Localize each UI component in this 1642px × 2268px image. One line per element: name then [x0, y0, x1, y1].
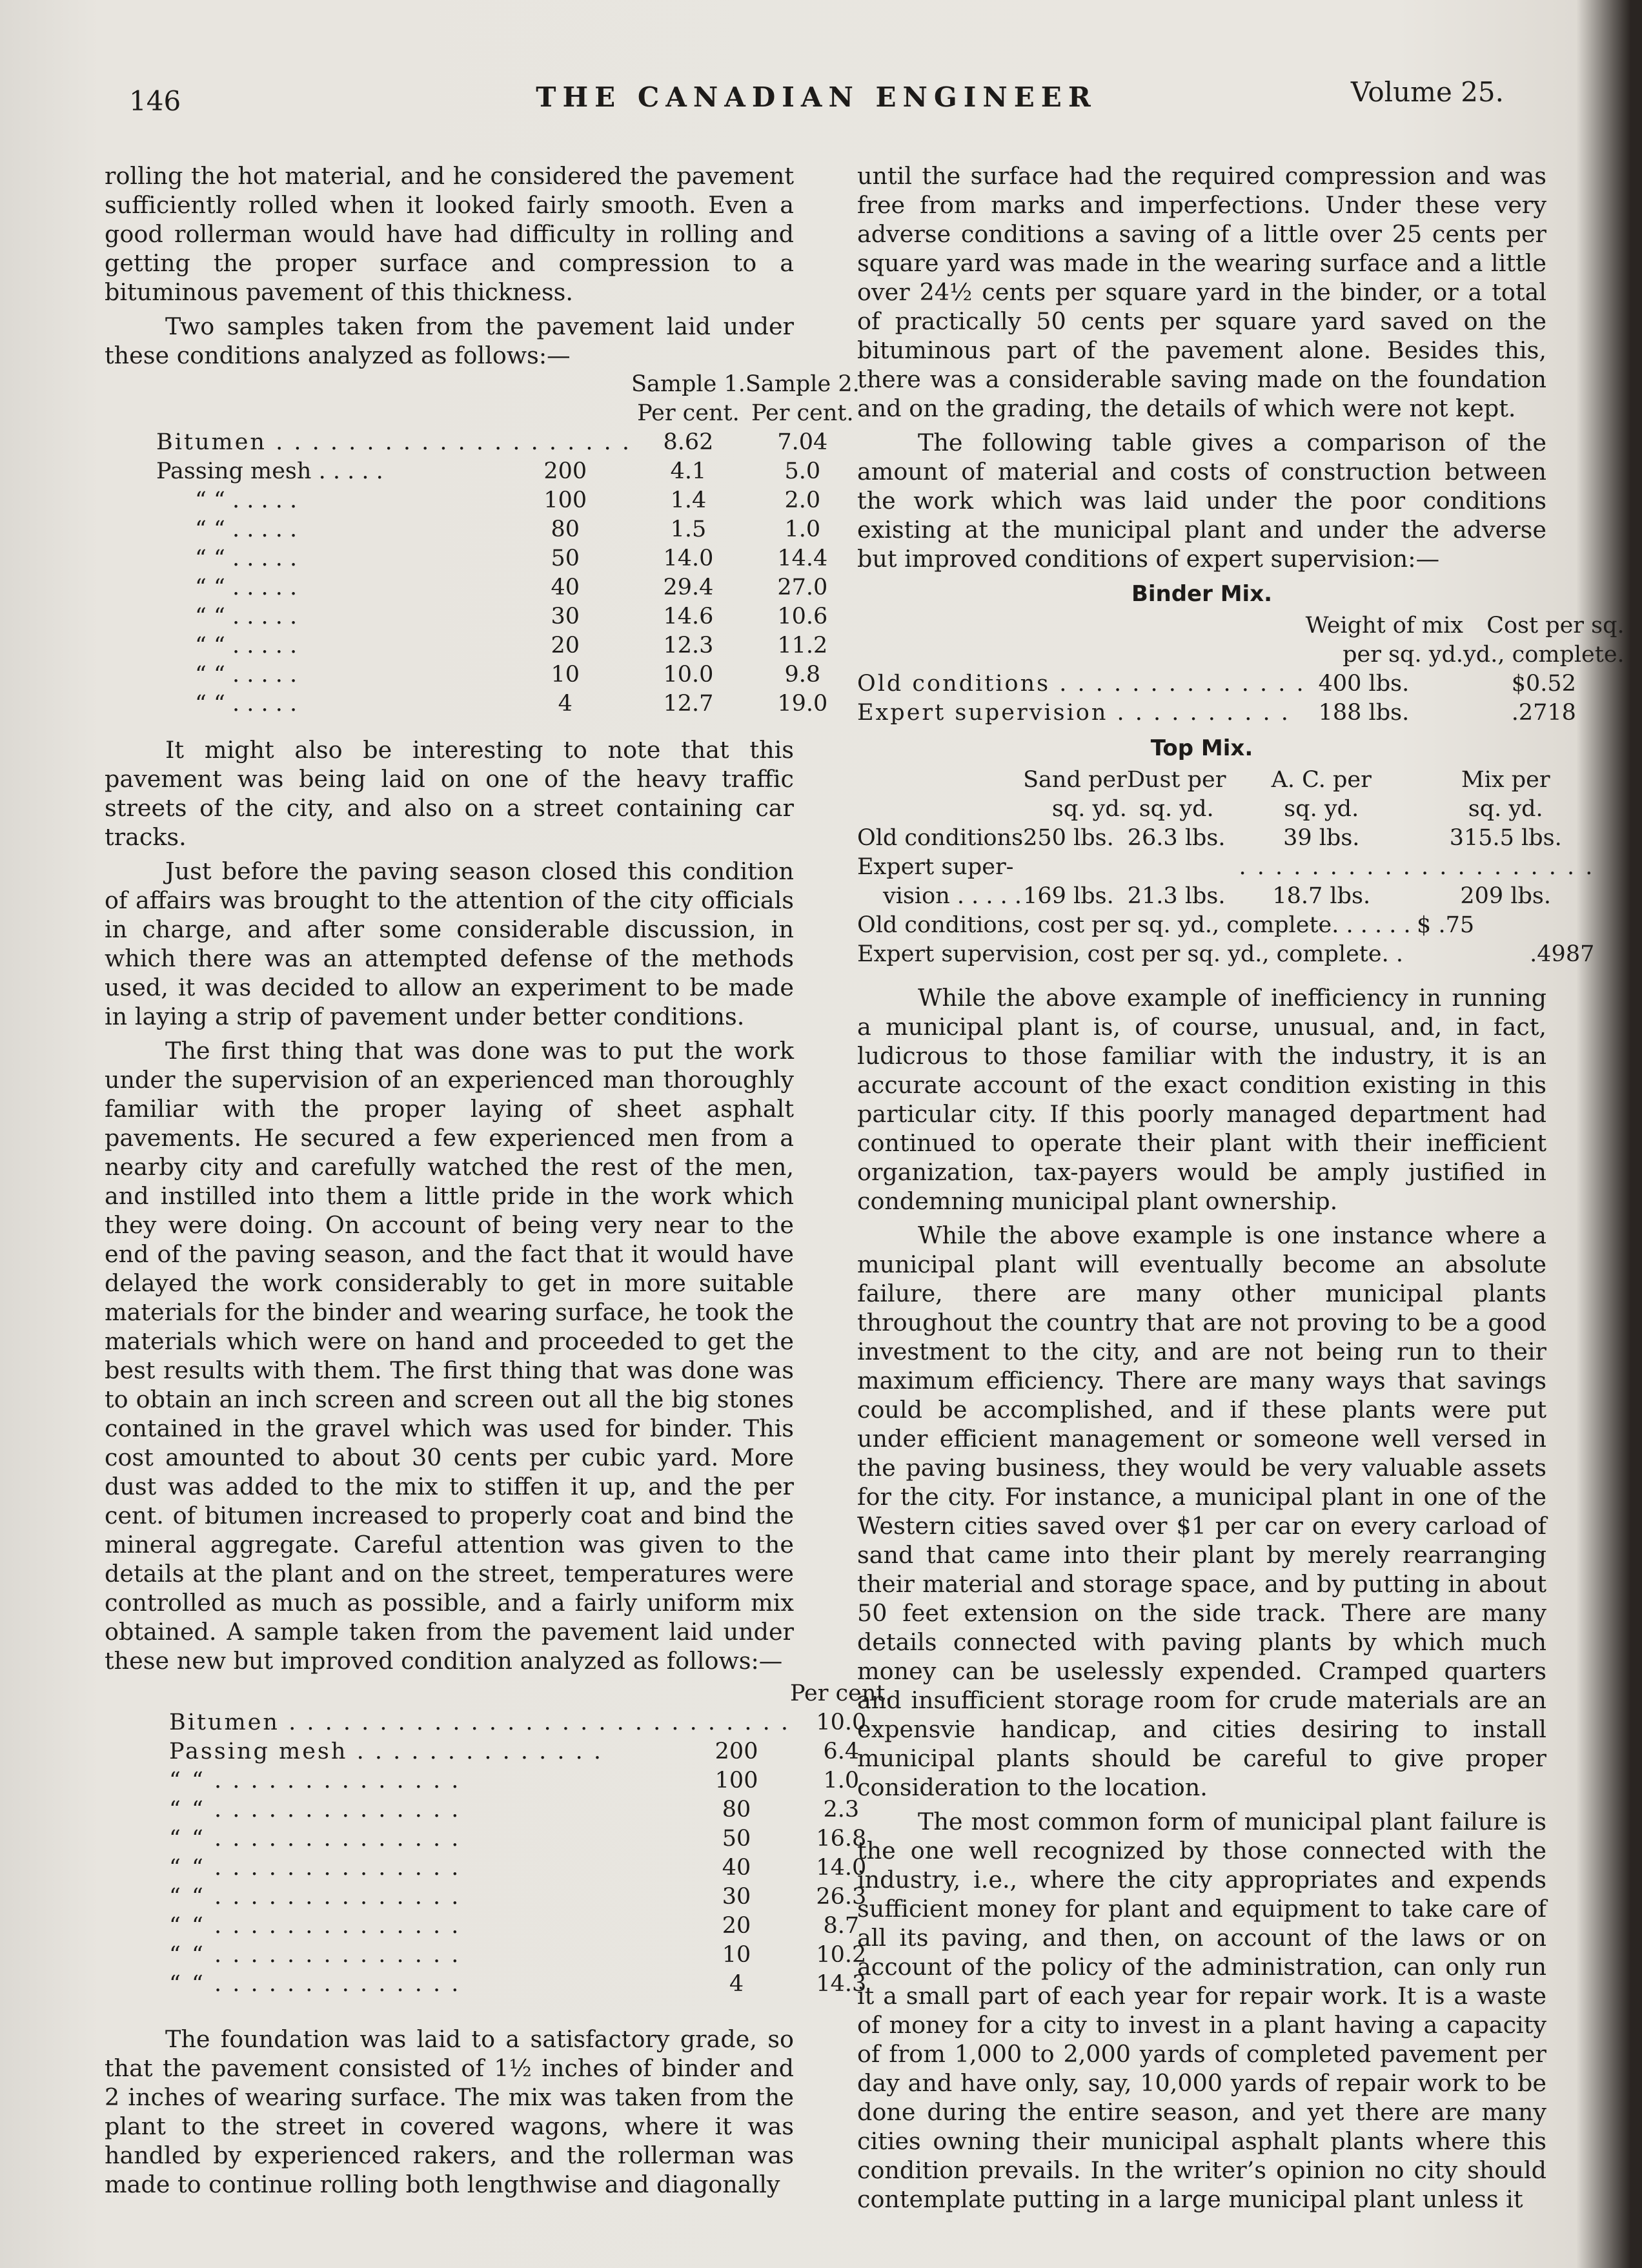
table-row — [156, 660, 860, 690]
cell: 4.1 — [670, 458, 707, 484]
mesh-size: 20 — [551, 633, 580, 659]
right-column — [857, 161, 1625, 2214]
table-row — [156, 428, 860, 457]
table-header-row — [857, 611, 1625, 640]
column-header: per sq. yd. — [1343, 642, 1464, 668]
cell: 6.4 — [823, 1739, 860, 1764]
row-label: Passing mesh . . . . . . . . . . . . . . — [169, 1739, 603, 1764]
table-header-row — [156, 399, 860, 428]
cell: 10.6 — [777, 604, 828, 629]
cell: 315.5 lbs. — [1449, 825, 1562, 851]
column-header: Sand per — [1023, 767, 1127, 793]
column-header: Sample 2. — [745, 371, 860, 397]
column-header: sq. yd. — [1284, 796, 1359, 822]
table-header-row — [857, 795, 1594, 824]
table-header-row — [169, 1679, 893, 1708]
mesh-size: 10 — [722, 1942, 751, 1968]
cell: 1.4 — [670, 487, 707, 513]
cell: 12.7 — [663, 691, 714, 717]
row-label: “ “ . . . . . . . . . . . . . . — [169, 1826, 461, 1852]
table-row — [156, 690, 860, 719]
table-row — [857, 669, 1625, 699]
row-label: “ “ . . . . . — [195, 604, 298, 629]
paragraph: The most common form of municipal plant failure is the one well recognized by those connected with the industry, i.e., where the city appropriates and expends sufficient money for plant and equipment to take care of all its paving, and then, on account of the laws or on account of the policy of the administration, can only run it a small part of each year for repair work. It is a waste of money for a city to invest in a plant having a capacity of from 1,000 to 2,000 yards of completed pavement per day and have only, say, 10,000 yards of repair work to be done during the entire season, and yet there are many cities owning their municipal asphalt plants where this condition prevails. In the writer’s opinion no city should contemplate putting in a large municipal plant unless it — [857, 1808, 1546, 2213]
cell: 19.0 — [777, 691, 828, 717]
cell: 1.0 — [823, 1768, 860, 1793]
cell: 39 lbs. — [1283, 825, 1360, 851]
mesh-size: 50 — [551, 546, 580, 571]
row-label: “ “ . . . . . . . . . . . . . . — [169, 1913, 461, 1939]
cell: 14.0 — [816, 1855, 867, 1881]
table-row — [156, 515, 860, 544]
cell: 10.0 — [816, 1710, 867, 1735]
table-header-row — [857, 640, 1625, 669]
column-header: yd., complete. — [1463, 642, 1625, 668]
improved-sample-table — [169, 1679, 893, 1999]
table-header-row — [857, 766, 1594, 795]
cell: 27.0 — [777, 575, 828, 600]
row-label: “ “ . . . . . . . . . . . . . . — [169, 1884, 461, 1910]
cell: 14.0 — [663, 546, 714, 571]
cell: 10.2 — [816, 1942, 867, 1968]
cell: 7.04 — [777, 429, 828, 455]
mesh-size: 40 — [722, 1855, 751, 1881]
row-label: “ “ . . . . . — [195, 633, 298, 659]
table-row — [156, 602, 860, 631]
row-label: “ “ . . . . . — [195, 575, 298, 600]
cell: 14.4 — [777, 546, 828, 571]
column-header: Per cent. — [637, 400, 740, 426]
row-label: “ “ . . . . . — [195, 546, 298, 571]
table-row — [169, 1737, 893, 1766]
cell: .4987 — [1530, 941, 1595, 967]
cell: 26.3 — [816, 1884, 867, 1910]
table-header-row — [156, 370, 860, 399]
mesh-size: 20 — [722, 1913, 751, 1939]
paragraph: until the surface had the required compression and was free from marks and imperfections. Under these very adverse conditions a saving of a little over 25 cents per square yard was made in the wearing surface and a little over 24½ cents per square yard in the binder, or a total of practically 50 cents per square yard saved on the bituminous part of the pavement alone. Besides this, there was a considerable saving made on the foundation and on the grading, the details of which were not kept. — [857, 162, 1546, 422]
leader-dots: . . . . . . . . . . . . . . . . . . . . — [1239, 854, 1595, 880]
cell: 8.7 — [823, 1913, 860, 1939]
column-header: Weight of mix — [1305, 613, 1464, 639]
paragraph: It might also be interesting to note that this pavement was being laid on one of the heavy traffic streets of the city, and also on a street containing car tracks. — [105, 736, 794, 851]
table-row — [169, 1766, 893, 1795]
column-header: Per cent. — [751, 400, 854, 426]
column-header: sq. yd. — [1139, 796, 1214, 822]
mesh-size: 4 — [729, 1971, 744, 1997]
cell: 250 lbs. — [1023, 825, 1114, 851]
cell: 29.4 — [663, 575, 714, 600]
mesh-size: 80 — [551, 516, 580, 542]
cell: 8.62 — [663, 429, 714, 455]
column-header: sq. yd. — [1051, 796, 1127, 822]
row-label: “ “ . . . . . — [195, 487, 298, 513]
mesh-size: 100 — [715, 1768, 758, 1793]
cell: 400 lbs. — [1318, 671, 1410, 697]
top-mix-table — [857, 766, 1594, 969]
mesh-size: 40 — [551, 575, 580, 600]
binder-mix-title: Binder Mix. — [1131, 581, 1273, 607]
cell: 169 lbs. — [1023, 883, 1114, 909]
paragraph: Just before the paving season closed this condition of affairs was brought to the attention of the city officials in charge, and after some considerable discussion, in which there was an attempted defense of the methods used, it was decided to allow an experiment to be made in laying a strip of pavement under better conditions. — [105, 857, 794, 1030]
cell: 9.8 — [784, 662, 821, 688]
mesh-size: 4 — [558, 691, 573, 717]
cell: 21.3 lbs. — [1127, 883, 1226, 909]
journal-title: THE CANADIAN ENGINEER — [536, 81, 1097, 113]
row-label: Expert supervision . . . . . . . . . . — [857, 700, 1290, 726]
paragraph: The following table gives a comparison of the amount of material and costs of construction between the work which was laid under the poor conditions existing at the municipal plant and under the adverse but improved conditions of expert supervision:— — [857, 429, 1546, 573]
paragraph: Two samples taken from the pavement laid under these conditions analyzed as follows:— — [105, 312, 794, 369]
row-label: Passing mesh . . . . . — [156, 458, 383, 484]
table-row — [156, 631, 860, 660]
table-row — [857, 824, 1594, 853]
paragraph: While the above example of inefficiency in running a municipal plant is, of course, unusual, and, in fact, ludicrous to those familiar with the industry, it is an accurate account of the exact condition existing in this particular city. If this poorly managed department had continued to operate their plant with their inefficient organization, tax-payers would be amply justified in condemning municipal plant ownership. — [857, 984, 1546, 1215]
row-label: vision . . . . . — [883, 883, 1022, 909]
table-row — [857, 699, 1625, 728]
cell: 1.5 — [670, 516, 707, 542]
row-label: “ “ . . . . . — [195, 662, 298, 688]
cell: 18.7 lbs. — [1272, 883, 1371, 909]
cell: 16.8 — [816, 1826, 867, 1852]
cell: 188 lbs. — [1318, 700, 1410, 726]
row-label: Old conditions, cost per sq. yd., complete. . . . . . — [857, 912, 1411, 938]
top-mix-title: Top Mix. — [1150, 735, 1253, 761]
table-row — [169, 1941, 893, 1970]
column-header: Dust per — [1126, 767, 1226, 793]
mesh-size: 50 — [722, 1826, 751, 1852]
cell: 11.2 — [777, 633, 828, 659]
table-row — [169, 1912, 893, 1941]
row-label: “ “ . . . . . . . . . . . . . . — [169, 1797, 461, 1823]
table-row — [169, 1824, 893, 1854]
row-label: Expert supervision, cost per sq. yd., complete. . — [857, 941, 1403, 967]
row-label: “ “ . . . . . — [195, 516, 298, 542]
table-row — [857, 853, 1594, 882]
row-label: Expert super- — [857, 854, 1014, 880]
table-row — [169, 1854, 893, 1883]
mesh-size: 10 — [551, 662, 580, 688]
page-number: 146 — [129, 85, 181, 117]
row-label: “ “ . . . . . . . . . . . . . . — [169, 1971, 461, 1997]
row-label: Old conditions . . . . . . . . . . . . . . — [857, 671, 1306, 697]
binder-mix-table — [857, 611, 1625, 728]
cell: $ .75 — [1417, 912, 1475, 938]
table-row — [857, 911, 1594, 940]
cell: .2718 — [1511, 700, 1576, 726]
column-header: A. C. per — [1271, 767, 1372, 793]
column-header: sq. yd. — [1468, 796, 1543, 822]
table-row — [169, 1795, 893, 1824]
cell: 1.0 — [784, 516, 821, 542]
table-row — [156, 457, 860, 486]
cell: 2.0 — [784, 487, 821, 513]
column-header: Per cent. — [790, 1681, 893, 1706]
column-header: Cost per sq. — [1486, 613, 1625, 639]
mesh-size: 30 — [722, 1884, 751, 1910]
page-header — [129, 76, 1504, 121]
row-label: Bitumen . . . . . . . . . . . . . . . . . . . . — [156, 429, 631, 455]
table-row — [156, 573, 860, 602]
table-row — [169, 1970, 893, 1999]
mesh-size: 80 — [722, 1797, 751, 1823]
table-row — [169, 1708, 893, 1737]
table-row — [156, 486, 860, 515]
table-row — [156, 544, 860, 573]
table-row — [169, 1883, 893, 1912]
row-label: “ “ . . . . . — [195, 691, 298, 717]
cell: 209 lbs. — [1460, 883, 1552, 909]
paragraph: rolling the hot material, and he considered the pavement sufficiently rolled when it looked fairly smooth. Even a good rollerman would have had difficulty in rolling and getting the proper surface and compression to a bituminous pavement of this thickness. — [105, 162, 794, 306]
table-row — [857, 882, 1594, 911]
mesh-size: 100 — [543, 487, 587, 513]
mesh-size: 200 — [543, 458, 587, 484]
row-label: Bitumen . . . . . . . . . . . . . . . . . . . . . . . . . . . . — [169, 1710, 790, 1735]
row-label: Old conditions — [857, 825, 1024, 851]
volume-label: Volume 25. — [1350, 76, 1504, 108]
paragraph: While the above example is one instance where a municipal plant will eventually become an absolute failure, there are many other municipal plants throughout the country that are not proving to be a good investment to the city, and are not being run to their maximum efficiency. There are many ways that savings could be accomplished, and if these plants were put under efficient management or someone well versed in the paving business, they would be very valuable assets for the city. For instance, a municipal plant in one of the Western cities saved over $1 per car on every carload of sand that came into their plant by merely rearranging their material and storage space, and by putting in about 50 feet extension on the side track. There are many details connected with paving plants by which much money can be uselessly expended. Cramped quarters and insufficient storage room for crude materials are an expensvie handicap, and cities desiring to install municipal plants should be careful to give proper consideration to the location. — [857, 1221, 1546, 1801]
row-label: “ “ . . . . . . . . . . . . . . — [169, 1855, 461, 1881]
cell: 12.3 — [663, 633, 714, 659]
cell: 10.0 — [663, 662, 714, 688]
paragraph: The foundation was laid to a satisfactory grade, so that the pavement consisted of 1½ inches of binder and 2 inches of wearing surface. The mix was taken from the plant to the street in covered wagons, where it was handled by experienced rakers, and the rollerman was made to continue rolling both lengthwise and diagonally — [105, 2025, 794, 2198]
row-label: “ “ . . . . . . . . . . . . . . — [169, 1942, 461, 1968]
cell: 2.3 — [823, 1797, 860, 1823]
cell: 26.3 lbs. — [1127, 825, 1226, 851]
cell: 14.6 — [663, 604, 714, 629]
mesh-size: 200 — [715, 1739, 758, 1764]
column-header: Sample 1. — [631, 371, 745, 397]
row-label: “ “ . . . . . . . . . . . . . . — [169, 1768, 461, 1793]
cell: 5.0 — [784, 458, 821, 484]
left-column — [105, 161, 893, 2199]
table-row — [857, 940, 1594, 969]
paragraph: The first thing that was done was to put the work under the supervision of an experienced man thoroughly familiar with the proper laying of sheet asphalt pavements. He secured a few experienced men from a nearby city and carefully watched the rest of the men, and instilled into them a little pride in the work which they were doing. On account of being very near to the end of the paving season, and the fact that it would have delayed the work considerably to get in more suitable materials for the binder and wearing surface, he took the materials which were on hand and proceeded to get the best results with them. The first thing that was done was to obtain an inch screen and screen out all the big stones contained in the gravel which was used for binder. This cost amounted to about 30 cents per cubic yard. More dust was added to the mix to stiffen it up, and the per cent. of bitumen increased to properly coat and bind the mineral aggregate. Careful attention was given to the details at the plant and on the street, temperatures were controlled as much as possible, and a fairly uniform mix obtained. A sample taken from the pavement laid under these new but improved condition analyzed as follows:— — [105, 1037, 794, 1675]
cell: $0.52 — [1511, 671, 1576, 697]
mesh-size: 30 — [551, 604, 580, 629]
sample-analysis-table — [156, 370, 860, 719]
column-header: Mix per — [1461, 767, 1550, 793]
cell: 14.3 — [816, 1971, 867, 1997]
